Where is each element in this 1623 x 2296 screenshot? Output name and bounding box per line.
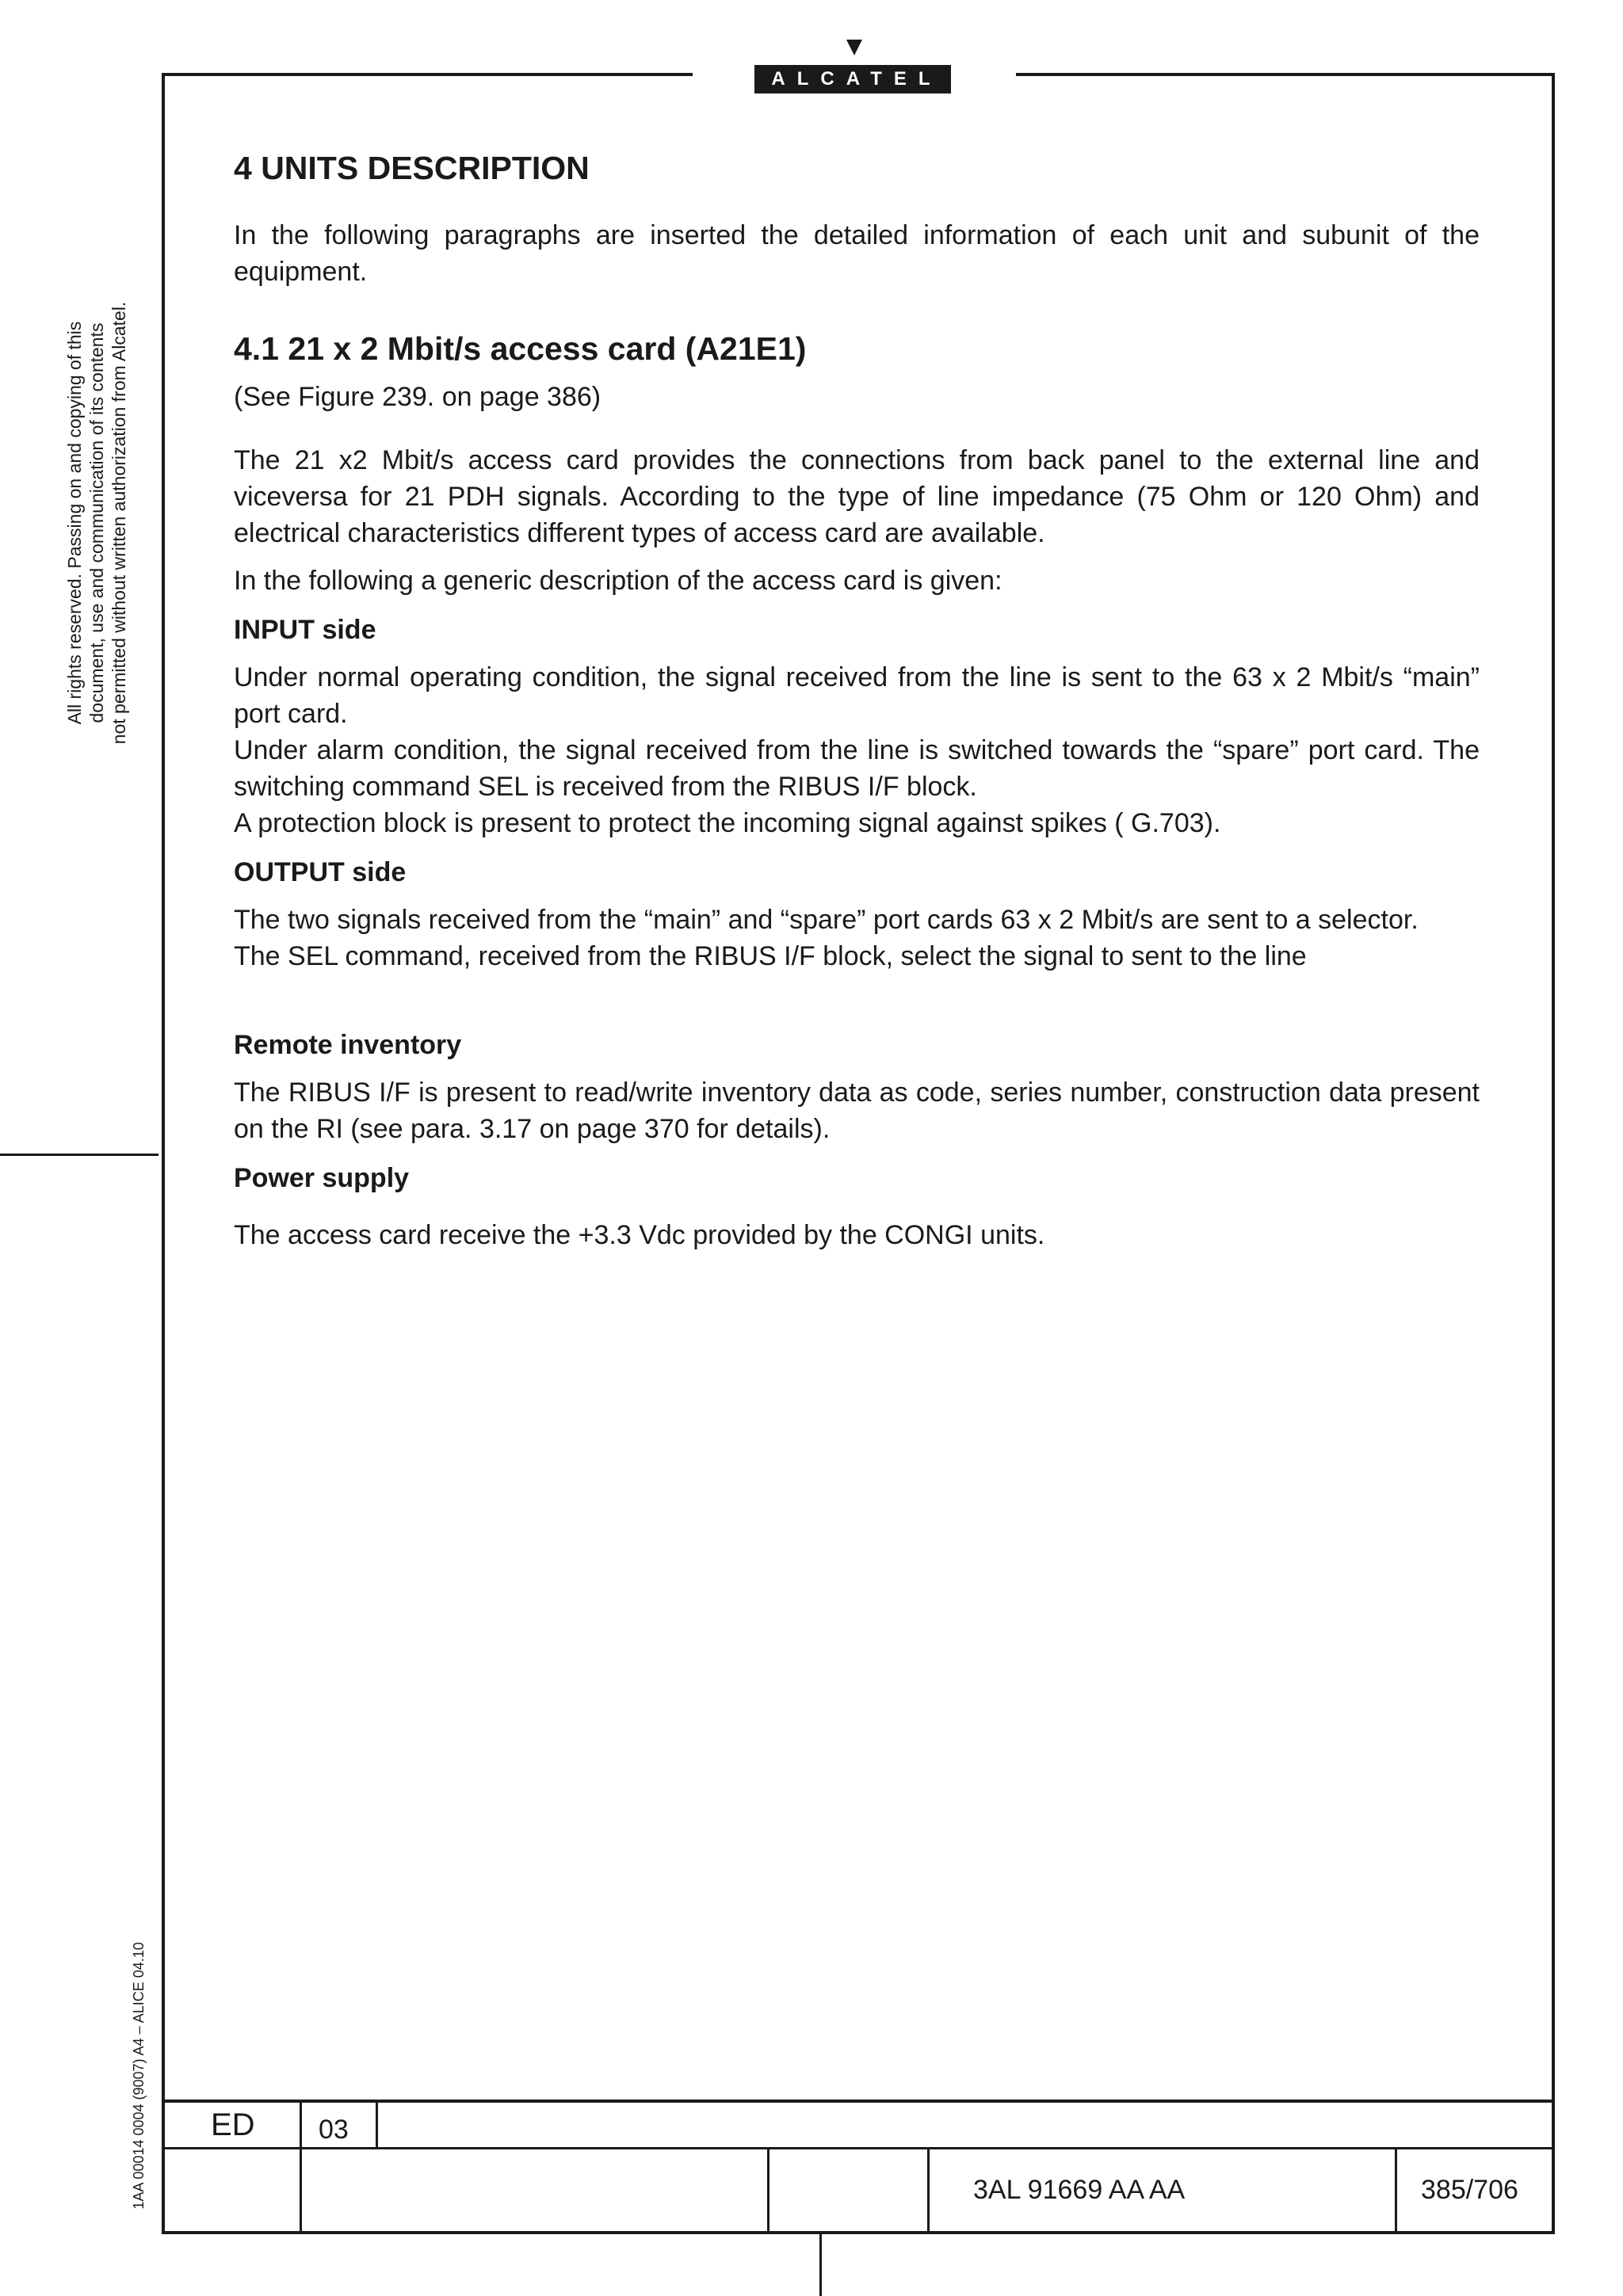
margin-fold-mark — [0, 1154, 158, 1156]
frame-top-left-border — [162, 73, 693, 76]
section-heading: 4.1 21 x 2 Mbit/s access card (A21E1) — [234, 330, 807, 367]
title-block-mid-line — [165, 2147, 1552, 2149]
title-block-divider — [927, 2147, 930, 2231]
document-code: 3AL 91669 AA AA — [973, 2175, 1186, 2205]
power-supply-heading: Power supply — [234, 1163, 410, 1193]
form-code: 1AA 00014 0004 (9007) A4 – ALICE 04.10 — [131, 1942, 147, 2210]
logo-wordmark: ALCATEL — [754, 65, 951, 93]
output-side-heading: OUTPUT side — [234, 857, 407, 887]
title-block-top-line — [165, 2100, 1552, 2103]
title-block-divider — [1395, 2147, 1397, 2231]
edition-value: 03 — [319, 2115, 349, 2145]
description-paragraph: The 21 x2 Mbit/s access card provides the connections from back panel to the external line and viceversa for 21 PDH signals. According to the type of line impedance (75 Ohm or 120 Ohm) and electrical characteristics different types of access card are available. — [234, 445, 1480, 548]
description-paragraph: In the following a generic description of the access card is given: — [234, 566, 1002, 596]
chapter-heading: 4 UNITS DESCRIPTION — [234, 150, 590, 186]
title-block — [165, 2100, 1552, 2231]
remote-inventory-paragraph: The RIBUS I/F is present to read/write inventory data as code, series number, construction data present on the RI (see para. 3.17 on page 370 for details). — [234, 1077, 1480, 1144]
input-side-heading: INPUT side — [234, 615, 376, 645]
alcatel-logo — [754, 40, 953, 95]
frame-left-border — [162, 73, 165, 2234]
intro-paragraph: In the following paragraphs are inserted the detailed information of each unit and subunit of the equipment. — [234, 220, 1480, 287]
figure-reference: (See Figure 239. on page 386) — [234, 382, 601, 412]
frame-top-right-border — [1016, 73, 1555, 76]
output-paragraph: The SEL command, received from the RIBUS I/F block, select the signal to sent to the line — [234, 941, 1307, 971]
output-paragraph: The two signals received from the “main” and “spare” port cards 63 x 2 Mbit/s are sent to a selector. — [234, 905, 1419, 935]
title-block-divider — [300, 2100, 302, 2231]
copyright-line: not permitted without written authorization from Alcatel. — [109, 301, 129, 745]
page-number: 385/706 — [1421, 2175, 1518, 2205]
frame-right-border — [1552, 73, 1555, 2234]
frame-bottom-border — [162, 2231, 1555, 2234]
bottom-center-mark — [819, 2234, 822, 2296]
input-paragraph: Under normal operating condition, the signal received from the line is sent to the 63 x 2 Mbit/s “main” port card. — [234, 662, 1480, 729]
copyright-line: All rights reserved. Passing on and copying of this — [64, 321, 85, 725]
title-block-divider — [767, 2147, 769, 2231]
power-supply-paragraph: The access card receive the +3.3 Vdc provided by the CONGI units. — [234, 1220, 1045, 1250]
edition-label: ED — [211, 2107, 255, 2142]
title-block-divider — [376, 2100, 378, 2147]
page-content — [234, 143, 1480, 1253]
logo-triangle-icon — [846, 40, 862, 55]
input-paragraph: Under alarm condition, the signal received from the line is switched towards the “spare” port card. The switching command SEL is received from the RIBUS I/F block. — [234, 735, 1480, 802]
input-paragraph: A protection block is present to protect the incoming signal against spikes ( G.703). — [234, 808, 1221, 838]
remote-inventory-heading: Remote inventory — [234, 1030, 462, 1060]
copyright-line: document, use and communication of its contents — [86, 322, 107, 723]
copyright-notice — [63, 222, 130, 824]
